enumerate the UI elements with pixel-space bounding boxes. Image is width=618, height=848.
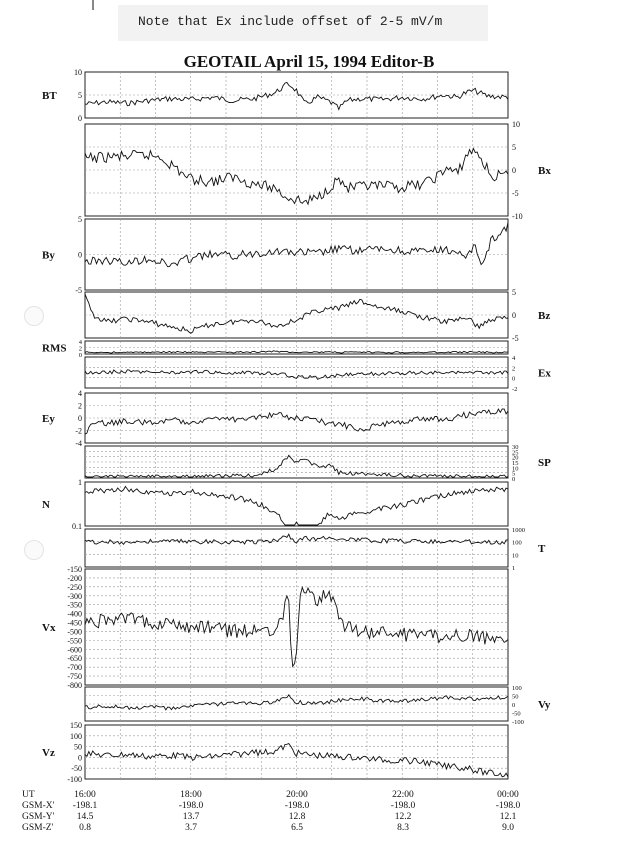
orbit-value: 12.1 (499, 812, 517, 822)
orbit-value: 12.8 (288, 812, 306, 822)
tick-label: -550 (67, 636, 82, 646)
tick-label: 50 (512, 693, 519, 701)
tick-label: 1000 (512, 527, 525, 534)
tick-label: -450 (67, 618, 82, 628)
tick-label: -500 (67, 627, 82, 637)
panel-label-t: T (538, 543, 546, 555)
tick-label: 25 (512, 449, 519, 457)
tick-label: 0 (78, 414, 82, 423)
tick-label: 1 (78, 478, 82, 487)
panel-label-n: N (42, 499, 50, 511)
panel-frame-bz (85, 292, 508, 338)
tick-label: 0 (512, 375, 516, 383)
tick-label: -650 (67, 654, 82, 664)
orbit-value: 13.7 (182, 812, 200, 822)
tick-label: -50 (71, 764, 82, 774)
x-tick-label: 00:00 (497, 790, 519, 800)
tick-label: 0 (512, 166, 516, 175)
orbit-value: 14.5 (76, 812, 94, 822)
tick-label: 0 (512, 702, 516, 709)
orbit-value: -198.0 (390, 801, 416, 811)
series-line-t (85, 534, 508, 544)
tick-label: 2 (512, 365, 516, 373)
panel-label-rms: RMS (42, 342, 67, 355)
orbit-value: 9.0 (502, 823, 514, 833)
x-tick-label: 20:00 (286, 790, 308, 800)
tick-label: 0 (78, 753, 82, 763)
tick-label: -5 (75, 286, 82, 295)
panel-label-by: By (42, 249, 55, 262)
orbit-value: 6.5 (291, 823, 303, 833)
tick-label: 5 (512, 288, 516, 297)
orbit-value: 8.3 (397, 823, 409, 833)
orbit-value: -198.0 (284, 801, 310, 811)
tick-label: 150 (70, 721, 82, 730)
tick-label: 5 (512, 143, 516, 152)
tick-label: 4 (78, 339, 82, 346)
tick-label: -600 (67, 645, 82, 655)
tick-label: 100 (70, 731, 82, 741)
tick-label: -700 (67, 663, 82, 673)
series-line-vz (85, 744, 508, 777)
tick-label: 5 (78, 91, 82, 100)
x-tick-label: 18:00 (180, 790, 202, 800)
orbit-label-gsm-y: GSM-Y' (22, 812, 55, 822)
tick-label: -150 (67, 565, 82, 574)
tick-label: 4 (512, 355, 516, 362)
tick-label: 10 (512, 120, 520, 129)
orbit-label-ut: UT (22, 790, 35, 800)
tick-label: -5 (512, 189, 519, 198)
panel-label-vz: Vz (42, 747, 55, 759)
x-tick-label: 16:00 (74, 790, 96, 800)
tick-label: 15 (512, 460, 519, 467)
tick-label: 0 (78, 114, 82, 123)
tick-label: 100 (512, 685, 522, 692)
orbit-value: 3.7 (185, 823, 197, 833)
orbit-label-gsm-x: GSM-X' (22, 801, 55, 811)
panel-label-sp: SP (538, 457, 551, 469)
tick-label: -350 (67, 600, 82, 610)
tick-label: -100 (67, 775, 82, 784)
panel-label-ey: Ey (42, 413, 55, 425)
tick-label: 0 (512, 476, 516, 483)
panel-label-bt: BT (42, 90, 57, 102)
tick-label: 0.1 (72, 522, 82, 531)
panel-label-ex: Ex (538, 367, 551, 380)
panel-label-bx: Bx (538, 165, 551, 177)
tick-label: 4 (78, 389, 82, 398)
tick-label: 10 (512, 552, 519, 560)
tick-label: 1 (512, 565, 516, 572)
tick-label: -2 (75, 426, 82, 436)
series-line-rms (85, 351, 508, 353)
panel-frame-bt (85, 72, 508, 118)
tick-label: 0 (78, 250, 82, 260)
tick-label: -400 (67, 609, 82, 619)
orbit-value: -198.0 (178, 801, 204, 811)
chart-title: GEOTAIL April 15, 1994 Editor-B (183, 52, 435, 71)
tick-label: -50 (512, 710, 521, 718)
tick-label: 5 (78, 215, 82, 224)
tick-label: 2 (78, 401, 82, 411)
tick-label: 10 (74, 68, 82, 77)
tick-label: -2 (512, 386, 518, 393)
tick-label: 0 (78, 352, 82, 359)
note-text: Note that Ex include offset of 2-5 mV/m (138, 14, 443, 29)
tick-label: 0 (512, 311, 516, 320)
tick-label: 30 (512, 444, 519, 451)
tick-label: 20 (512, 454, 519, 462)
tick-label: 100 (512, 539, 522, 547)
tick-label: -10 (512, 212, 523, 221)
x-tick-label: 22:00 (392, 790, 414, 800)
orbit-value: -198.0 (495, 801, 521, 811)
tick-label: -4 (75, 439, 82, 448)
panel-label-vx: Vx (42, 622, 56, 634)
tick-label: 2 (78, 345, 82, 353)
tick-label: -300 (67, 591, 82, 601)
panel-label-bz: Bz (538, 310, 551, 322)
tick-label: -800 (67, 681, 82, 690)
tick-label: -200 (67, 573, 82, 583)
tick-label: 10 (512, 465, 519, 473)
orbit-label-gsm-z: GSM-Z' (22, 823, 54, 833)
orbit-value: 12.2 (394, 812, 412, 822)
tick-label: 50 (74, 742, 82, 752)
tick-label: -250 (67, 582, 82, 592)
tick-label: -100 (512, 719, 524, 726)
orbit-value: 0.8 (79, 823, 91, 833)
tick-label: -5 (512, 334, 519, 343)
panel-label-vy: Vy (538, 699, 551, 711)
tick-label: 5 (512, 470, 516, 478)
orbit-value: -198.1 (72, 801, 98, 811)
tick-label: -750 (67, 672, 82, 682)
